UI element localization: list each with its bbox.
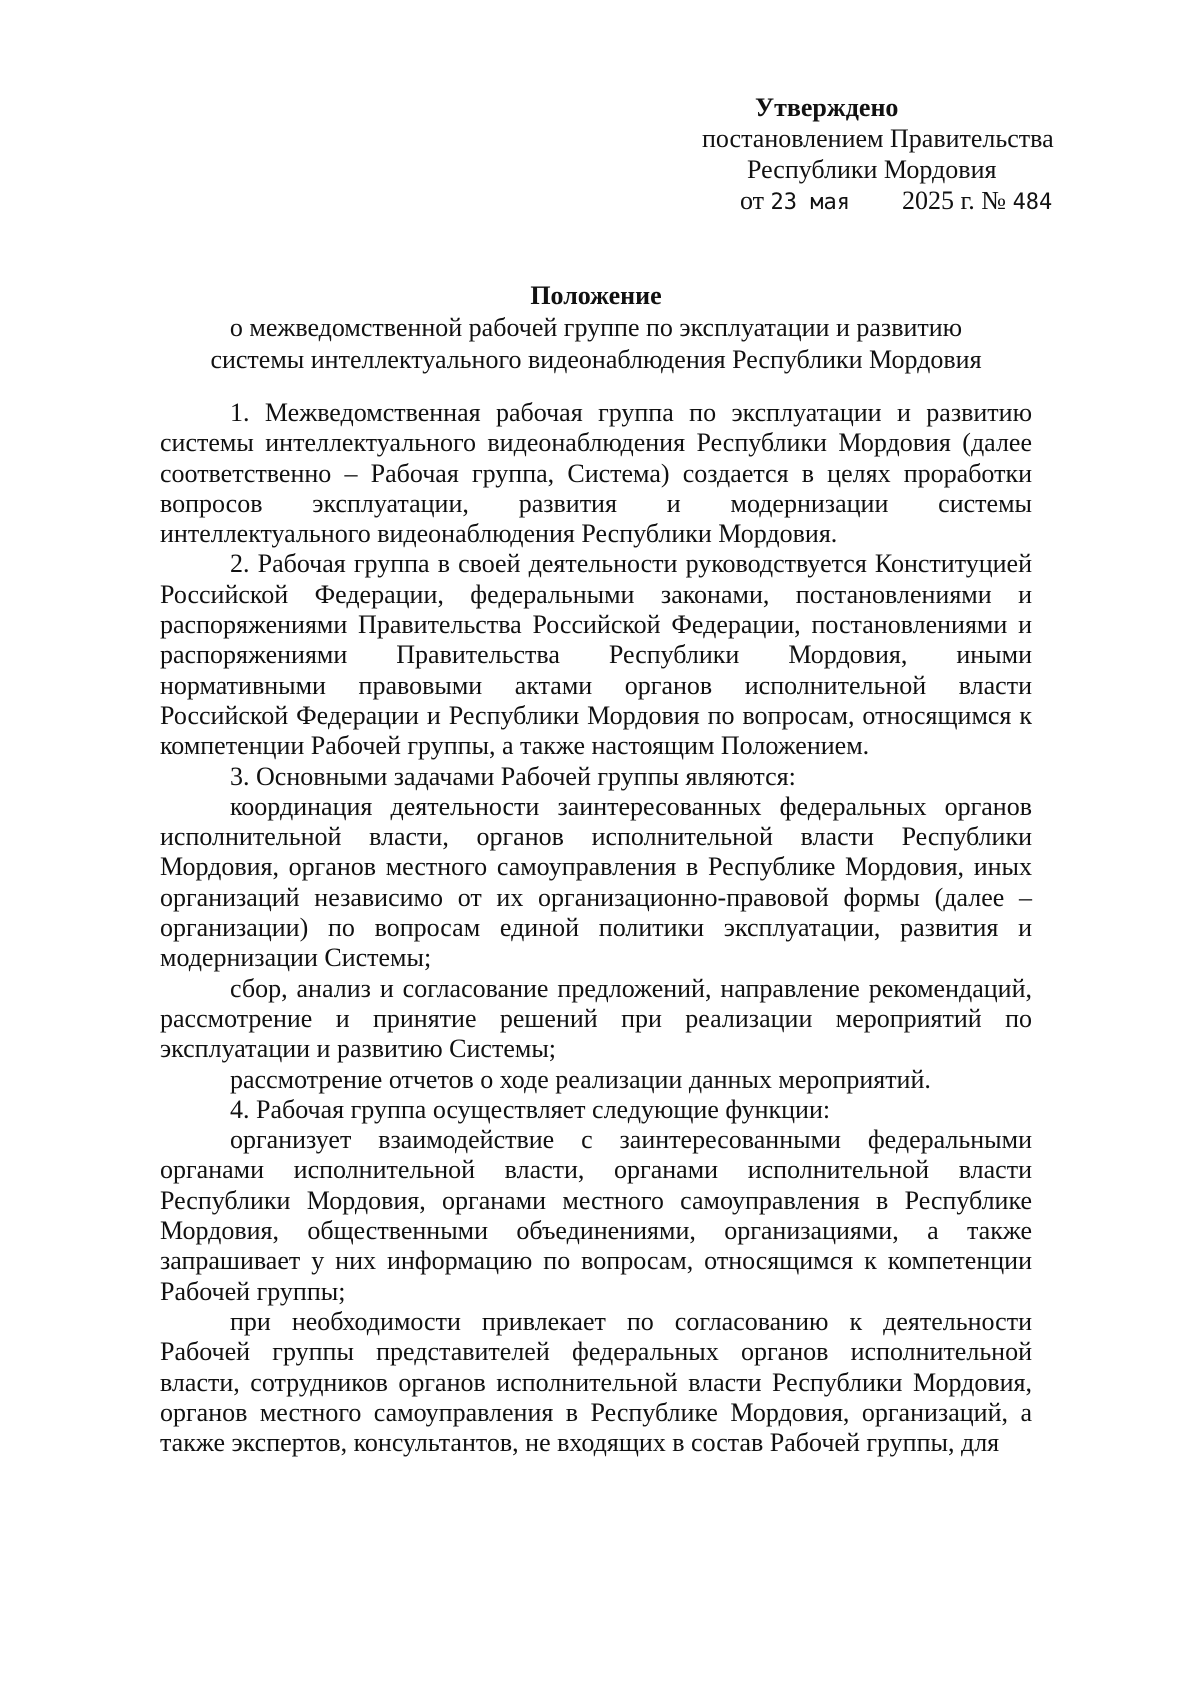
approval-date-line xyxy=(640,185,1100,218)
task-item-reports: рассмотрение отчетов о ходе реализации данных мероприятий. xyxy=(230,1064,931,1094)
decree-number: 484 xyxy=(1012,190,1053,215)
paragraph-3: 3. Основными задачами Рабочей группы являются: xyxy=(230,761,796,791)
document-title: Положение xyxy=(530,281,662,310)
task-item-collection: сбор, анализ и согласование предложений, направление рекомендаций, рассмотрение и принятие решений при реализации мероприятий по эксплуатации и развитию Системы; xyxy=(160,973,1032,1064)
approval-region-line: Республики Мордовия xyxy=(747,155,997,184)
date-year: 2025 г. № xyxy=(902,186,1007,215)
function-item-interaction: организует взаимодействие с заинтересованными федеральными органами исполнительной власти, органами исполнительной власти Республики Мордовия, органами местного самоуправления в Республике Мордовия, общественными объединениями, организациями, а также запрашивает у них информацию по вопросам, относящимся к компетенции Рабочей группы; xyxy=(160,1125,1032,1306)
approval-issuer-line: постановлением Правительства xyxy=(702,124,1054,153)
task-item-coordination: координация деятельности заинтересованных федеральных органов исполнительной власти, органов исполнительной власти Республики Мордовия, органов местного самоуправления в Республике Мордовия, иных организаций независимо от их организационно-правовой формы (далее – организации) по вопросам единой политики эксплуатации, развития и модернизации Системы; xyxy=(160,791,1032,973)
paragraph-2: 2. Рабочая группа в своей деятельности руководствуется Конституцией Российской Федерации, федеральными законами, постановлениями и распоряжениями Правительства Российской Федерации, постановлениями и распоряжениями Правительства Республики Мордовия, иными нормативными правовыми актами органов исполнительной власти Российской Федерации и Республики Мордовия по вопросам, относящимся к компетенции Рабочей группы, а также настоящим Положением. xyxy=(160,549,1032,761)
function-item-involvement: при необходимости привлекает по согласованию к деятельности Рабочей группы представителей федеральных органов исполнительной власти, сотрудников органов исполнительной власти Республики Мордовия, органов местного самоуправления в Республике Мордовия, организаций, а также экспертов, консультантов, не входящих в состав Рабочей группы, для xyxy=(160,1306,1032,1458)
document-heading xyxy=(160,280,1032,376)
document-body xyxy=(160,398,1032,1458)
paragraph-4: 4. Рабочая группа осуществляет следующие функции: xyxy=(230,1094,831,1124)
approval-title: Утверждено xyxy=(755,93,899,122)
approval-block xyxy=(640,92,1100,218)
document-subtitle-line-1: о межведомственной рабочей группе по эксплуатации и развитию xyxy=(229,313,963,342)
date-prefix: от xyxy=(740,186,765,215)
date-day-month: 23 мая xyxy=(770,190,851,215)
paragraph-1: 1. Межведомственная рабочая группа по эксплуатации и развитию системы интеллектуального видеонаблюдения Республики Мордовия (далее соответственно – Рабочая группа, Система) создается в целях проработки вопросов эксплуатации, развития и модернизации системы интеллектуального видеонаблюдения Республики Мордовия. xyxy=(160,398,1032,549)
document-subtitle-line-2: системы интеллектуального видеонаблюдения Республики Мордовия xyxy=(210,345,982,374)
